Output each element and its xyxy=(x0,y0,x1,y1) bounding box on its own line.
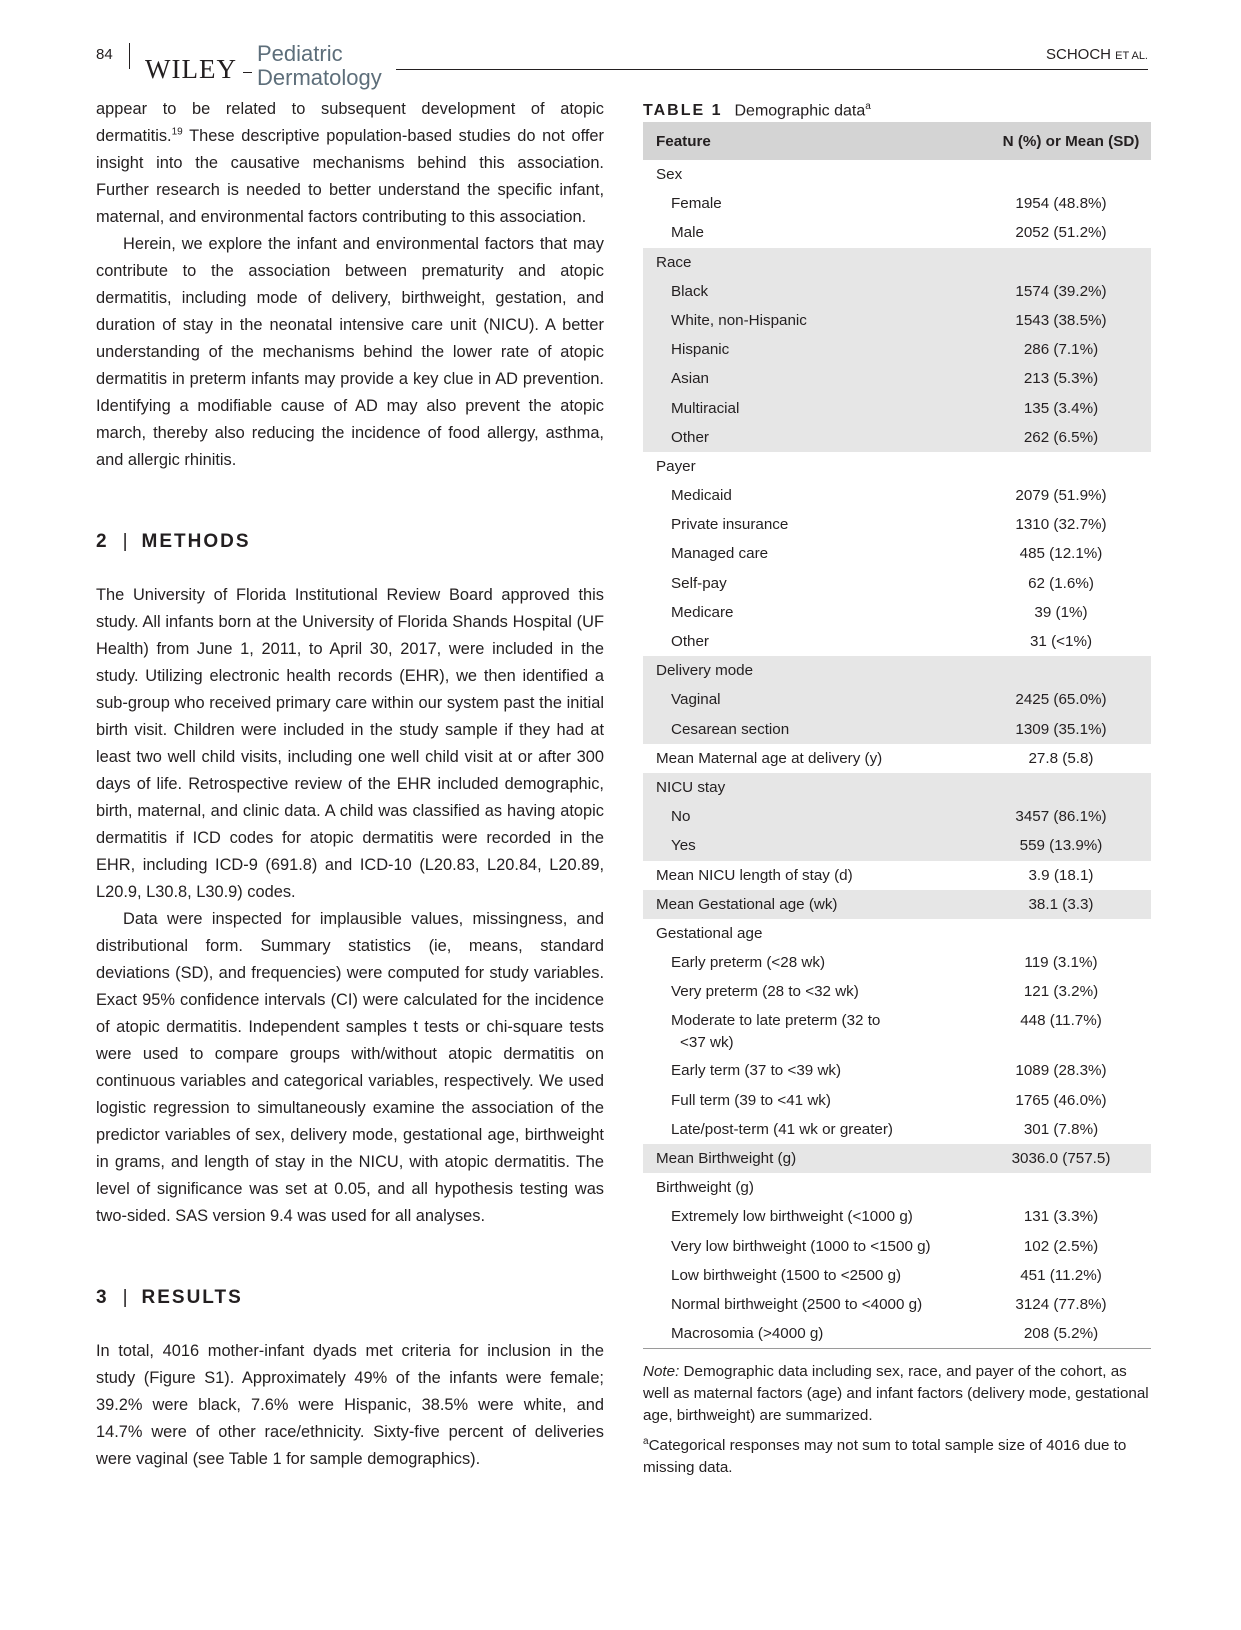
row-label-line2: <37 wk) xyxy=(680,1034,734,1052)
table-row xyxy=(643,1006,1151,1056)
row-label: Very low birthweight (1000 to <1500 g) xyxy=(671,1237,931,1255)
row-value: 2052 (51.2%) xyxy=(1015,224,1107,242)
row-label: Birthweight (g) xyxy=(656,1179,754,1197)
paragraph-2: Herein, we explore the infant and environmental factors that may contribute to the association between prematurity and atopic dermatitis, including mode of delivery, birthweight, gestation, and duration of stay in the neonatal intensive care unit (NICU). A better understanding of the mechanisms behind the lower rate of atopic dermatitis in preterm infants may provide a key clue in AD prevention. Identifying a modifiable cause of AD may also prevent the atopic march, thereby also reducing the incidence of food allergy, asthma, and allergic rhinitis. xyxy=(96,235,604,469)
row-value: 62 (1.6%) xyxy=(1028,574,1094,592)
table-row xyxy=(643,423,1151,452)
table-row xyxy=(643,335,1151,364)
table-row xyxy=(643,1261,1151,1290)
paragraph-3: The University of Florida Institutional Review Board approved this study. All infants born at the University of Florida Shands Hospital (UF Health) from June 1, 2011, to April 30, 2017, were included in the study. Utilizing electronic health records (EHR), we then identified a sub-group who received primary care within our system past the initial birth visit. Children were included in the study sample if they had at least two well child visits, including one well child visit at or after 300 days of life. Retrospective review of the EHR included demographic, birth, maternal, and clinic data. A child was classified as having atopic dermatitis if ICD codes for atopic dermatitis were recorded in the EHR, including ICD-9 (691.8) and ICD-10 (L20.83, L20.84, L20.89, L20.9, L30.8, L30.9) codes. xyxy=(96,586,604,901)
row-label xyxy=(643,1006,991,1056)
column-header-value: N (%) or Mean (SD) xyxy=(991,122,1151,160)
row-value: 1543 (38.5%) xyxy=(1015,311,1107,329)
row-value: 27.8 (5.8) xyxy=(1028,749,1094,767)
row-value xyxy=(991,160,1151,189)
row-label: NICU stay xyxy=(656,778,726,796)
row-value: 208 (5.2%) xyxy=(1023,1325,1099,1343)
table-row xyxy=(643,1086,1151,1115)
row-value: 135 (3.4%) xyxy=(1023,399,1099,417)
table-notes xyxy=(643,1361,1151,1479)
row-value: 121 (3.2%) xyxy=(1023,983,1099,1001)
table-row xyxy=(643,481,1151,510)
row-value xyxy=(991,656,1151,685)
row-value: 1309 (35.1%) xyxy=(1015,720,1107,738)
table-row xyxy=(643,1202,1151,1231)
section-title: METHODS xyxy=(141,531,251,552)
row-value: 1089 (28.3%) xyxy=(1015,1062,1107,1080)
row-label: Self-pay xyxy=(671,574,727,592)
row-label: Other xyxy=(671,633,709,650)
row-label: Extremely low birthweight (<1000 g) xyxy=(671,1208,913,1226)
row-value: 301 (7.8%) xyxy=(1023,1120,1099,1138)
table-note xyxy=(643,1361,1151,1427)
row-label: Gestational age xyxy=(656,924,763,942)
table-row xyxy=(643,1056,1151,1085)
row-value: 3036.0 (757.5) xyxy=(1011,1150,1111,1167)
note-label: Note: xyxy=(643,1363,680,1381)
row-label: Mean Maternal age at delivery (y) xyxy=(656,749,883,767)
table-row xyxy=(643,831,1151,860)
row-value: 485 (12.1%) xyxy=(1019,545,1103,563)
row-label: Private insurance xyxy=(671,516,789,534)
row-label: Medicaid xyxy=(671,487,732,505)
journal-name-line2: Dermatology xyxy=(257,65,382,90)
row-label: Sex xyxy=(656,166,683,183)
table-row xyxy=(643,364,1151,393)
row-value: 451 (11.2%) xyxy=(1020,1266,1102,1284)
footnote-mark: a xyxy=(643,1436,649,1448)
row-label: Payer xyxy=(656,457,696,475)
table-row xyxy=(643,948,1151,977)
paragraph-1 xyxy=(96,96,604,231)
header-rule xyxy=(396,69,1148,70)
row-value: 1310 (32.7%) xyxy=(1015,516,1107,534)
paragraph-1-text-b: These descriptive population-based studies do not offer insight into the causative mechanisms behind this association. Further research is needed to better understand the specific infant, maternal, and environmental factors contributing to this association. xyxy=(96,127,604,226)
table-row xyxy=(643,773,1151,802)
table-row xyxy=(643,452,1151,481)
section-title: RESULTS xyxy=(141,1287,243,1308)
row-label: Mean NICU length of stay (d) xyxy=(656,866,853,884)
table-label: TABLE 1 xyxy=(643,102,723,120)
row-value: 286 (7.1%) xyxy=(1023,341,1099,359)
header-divider xyxy=(129,43,130,69)
table-row xyxy=(643,861,1151,890)
row-label: Early term (37 to <39 wk) xyxy=(671,1062,842,1080)
table-row xyxy=(643,306,1151,335)
table-row xyxy=(643,890,1151,919)
row-value: 31 (<1%) xyxy=(1029,633,1093,650)
row-value: 262 (6.5%) xyxy=(1023,428,1099,446)
row-value: 39 (1%) xyxy=(1034,603,1088,621)
table-row xyxy=(643,1173,1151,1202)
table-row xyxy=(643,248,1151,277)
logo-dash xyxy=(243,72,252,73)
row-value: 3124 (77.8%) xyxy=(1015,1295,1107,1313)
section-heading-results: 3 | RESULTS xyxy=(96,1287,243,1308)
row-label: Female xyxy=(671,195,722,213)
row-label: White, non-Hispanic xyxy=(671,311,807,329)
row-label: Managed care xyxy=(671,545,769,563)
row-value xyxy=(991,773,1151,802)
table-header-row xyxy=(643,122,1151,160)
table-body xyxy=(643,160,1151,1349)
row-label: Male xyxy=(671,224,704,242)
row-label: Normal birthweight (2500 to <4000 g) xyxy=(671,1295,923,1313)
row-value xyxy=(991,248,1151,277)
authors-suffix: ET AL. xyxy=(1115,50,1148,62)
row-label: Macrosomia (>4000 g) xyxy=(671,1325,824,1343)
row-value: 1765 (46.0%) xyxy=(1015,1091,1107,1109)
publisher-logo: WILEY xyxy=(145,54,237,84)
paragraph-5: In total, 4016 mother-infant dyads met criteria for inclusion in the study (Figure S1). Approximately 49% of the infants were female; 39.2% were black, 7.6% were Hispanic, 38.5% were white, and 14.7% were of other race/ethnicity. Sixty-five percent of deliveries were vaginal (see Table 1 for sample demographics). xyxy=(96,1342,604,1468)
row-label: Yes xyxy=(671,837,696,855)
row-label: Late/post-term (41 wk or greater) xyxy=(671,1120,893,1138)
table-row xyxy=(643,744,1151,773)
right-column xyxy=(643,92,1151,1483)
citation-19[interactable]: 19 xyxy=(171,126,183,138)
section-heading-methods: 2 | METHODS xyxy=(96,531,251,552)
section-number: 3 xyxy=(96,1287,109,1308)
row-value: 1574 (39.2%) xyxy=(1015,282,1107,300)
row-value: 131 (3.3%) xyxy=(1023,1208,1099,1226)
table-row xyxy=(643,1144,1151,1173)
authors-main: SCHOCH xyxy=(1045,46,1111,63)
table-row xyxy=(643,277,1151,306)
row-label: Delivery mode xyxy=(656,662,754,680)
table-row xyxy=(643,394,1151,423)
row-value: 38.1 (3.3) xyxy=(1028,895,1094,913)
row-label: Vaginal xyxy=(671,691,721,709)
row-value: 2425 (65.0%) xyxy=(1015,691,1107,709)
page-number: 84 xyxy=(96,46,113,63)
table-row xyxy=(643,715,1151,744)
table-row xyxy=(643,685,1151,714)
row-label: Black xyxy=(671,282,709,300)
row-label: Race xyxy=(656,253,692,271)
row-value: 213 (5.3%) xyxy=(1023,370,1099,388)
table-row xyxy=(643,510,1151,539)
row-label: Cesarean section xyxy=(671,720,790,738)
row-label: Very preterm (28 to <32 wk) xyxy=(671,983,859,1001)
table-row xyxy=(643,802,1151,831)
table-caption xyxy=(643,92,1151,122)
note-text: Demographic data including sex, race, and payer of the cohort, as well as maternal factors (age) and infant factors (delivery mode, gestational age, birthweight) are summarized. xyxy=(643,1363,1149,1425)
row-value: 2079 (51.9%) xyxy=(1015,487,1107,505)
row-value: 102 (2.5%) xyxy=(1023,1237,1099,1255)
row-label: Mean Gestational age (wk) xyxy=(656,895,838,913)
table-row xyxy=(643,218,1151,247)
table-row xyxy=(643,1319,1151,1349)
row-value xyxy=(991,919,1151,948)
row-label: Mean Birthweight (g) xyxy=(656,1150,797,1167)
footnote-text: Categorical responses may not sum to total sample size of 4016 due to missing data. xyxy=(643,1437,1127,1477)
table-row xyxy=(643,598,1151,627)
table-row xyxy=(643,160,1151,189)
row-value: 3457 (86.1%) xyxy=(1015,808,1107,826)
running-authors xyxy=(1046,46,1148,63)
table-row xyxy=(643,569,1151,598)
row-label: Asian xyxy=(671,370,709,388)
row-value xyxy=(991,452,1151,481)
table-row xyxy=(643,1290,1151,1319)
row-label-line1: Moderate to late preterm (32 to xyxy=(671,1012,881,1030)
left-column xyxy=(96,96,604,1473)
column-header-feature: Feature xyxy=(643,122,991,160)
row-value: 3.9 (18.1) xyxy=(1028,866,1094,884)
running-header xyxy=(96,40,1148,90)
row-label: Multiracial xyxy=(671,399,740,417)
row-label: Full term (39 to <41 wk) xyxy=(671,1091,831,1109)
table-row xyxy=(643,919,1151,948)
table-title-footnote-mark: a xyxy=(865,101,871,112)
row-value: 119 (3.1%) xyxy=(1024,954,1098,972)
row-value xyxy=(991,1173,1151,1202)
row-label: Other xyxy=(671,428,709,446)
journal-name-line1: Pediatric xyxy=(257,41,343,66)
paragraph-1-text-a: appear to be related to subsequent development of atopic dermatitis. xyxy=(96,100,604,145)
row-label: Low birthweight (1500 to <2500 g) xyxy=(671,1266,902,1284)
journal-name xyxy=(257,42,382,90)
table-row xyxy=(643,1115,1151,1144)
row-value: 559 (13.9%) xyxy=(1019,837,1103,855)
table-row xyxy=(643,189,1151,218)
table-row xyxy=(643,656,1151,685)
table-row xyxy=(643,627,1151,656)
row-value: 448 (11.7%) xyxy=(1020,1012,1102,1030)
demographic-table xyxy=(643,122,1151,1349)
row-label: Hispanic xyxy=(671,341,730,359)
row-value: 1954 (48.8%) xyxy=(1015,195,1107,213)
table-row xyxy=(643,1232,1151,1261)
row-label: Medicare xyxy=(671,603,734,621)
paragraph-4: Data were inspected for implausible values, missingness, and distributional form. Summary statistics (ie, means, standard deviations (SD), and frequencies) were computed for study variables. Exact 95% confidence intervals (CI) were calculated for the incidence of atopic dermatitis. Independent samples t tests or chi-square tests were used to compare groups with/without atopic dermatitis on continuous variables and categorical variables, respectively. We used logistic regression to simultaneously examine the association of the predictor variables of sex, delivery mode, gestational age, birthweight in grams, and length of stay in the NICU, with atopic dermatitis. The level of significance was set at 0.05, and all hypothesis testing was two-sided. SAS version 9.4 was used for all analyses. xyxy=(96,910,604,1225)
section-number: 2 xyxy=(96,531,109,552)
row-label: Early preterm (<28 wk) xyxy=(671,954,826,972)
table-footnote xyxy=(643,1431,1151,1479)
table-row xyxy=(643,539,1151,568)
table-title: Demographic data xyxy=(734,102,866,120)
row-label: No xyxy=(671,808,691,826)
table-row xyxy=(643,977,1151,1006)
